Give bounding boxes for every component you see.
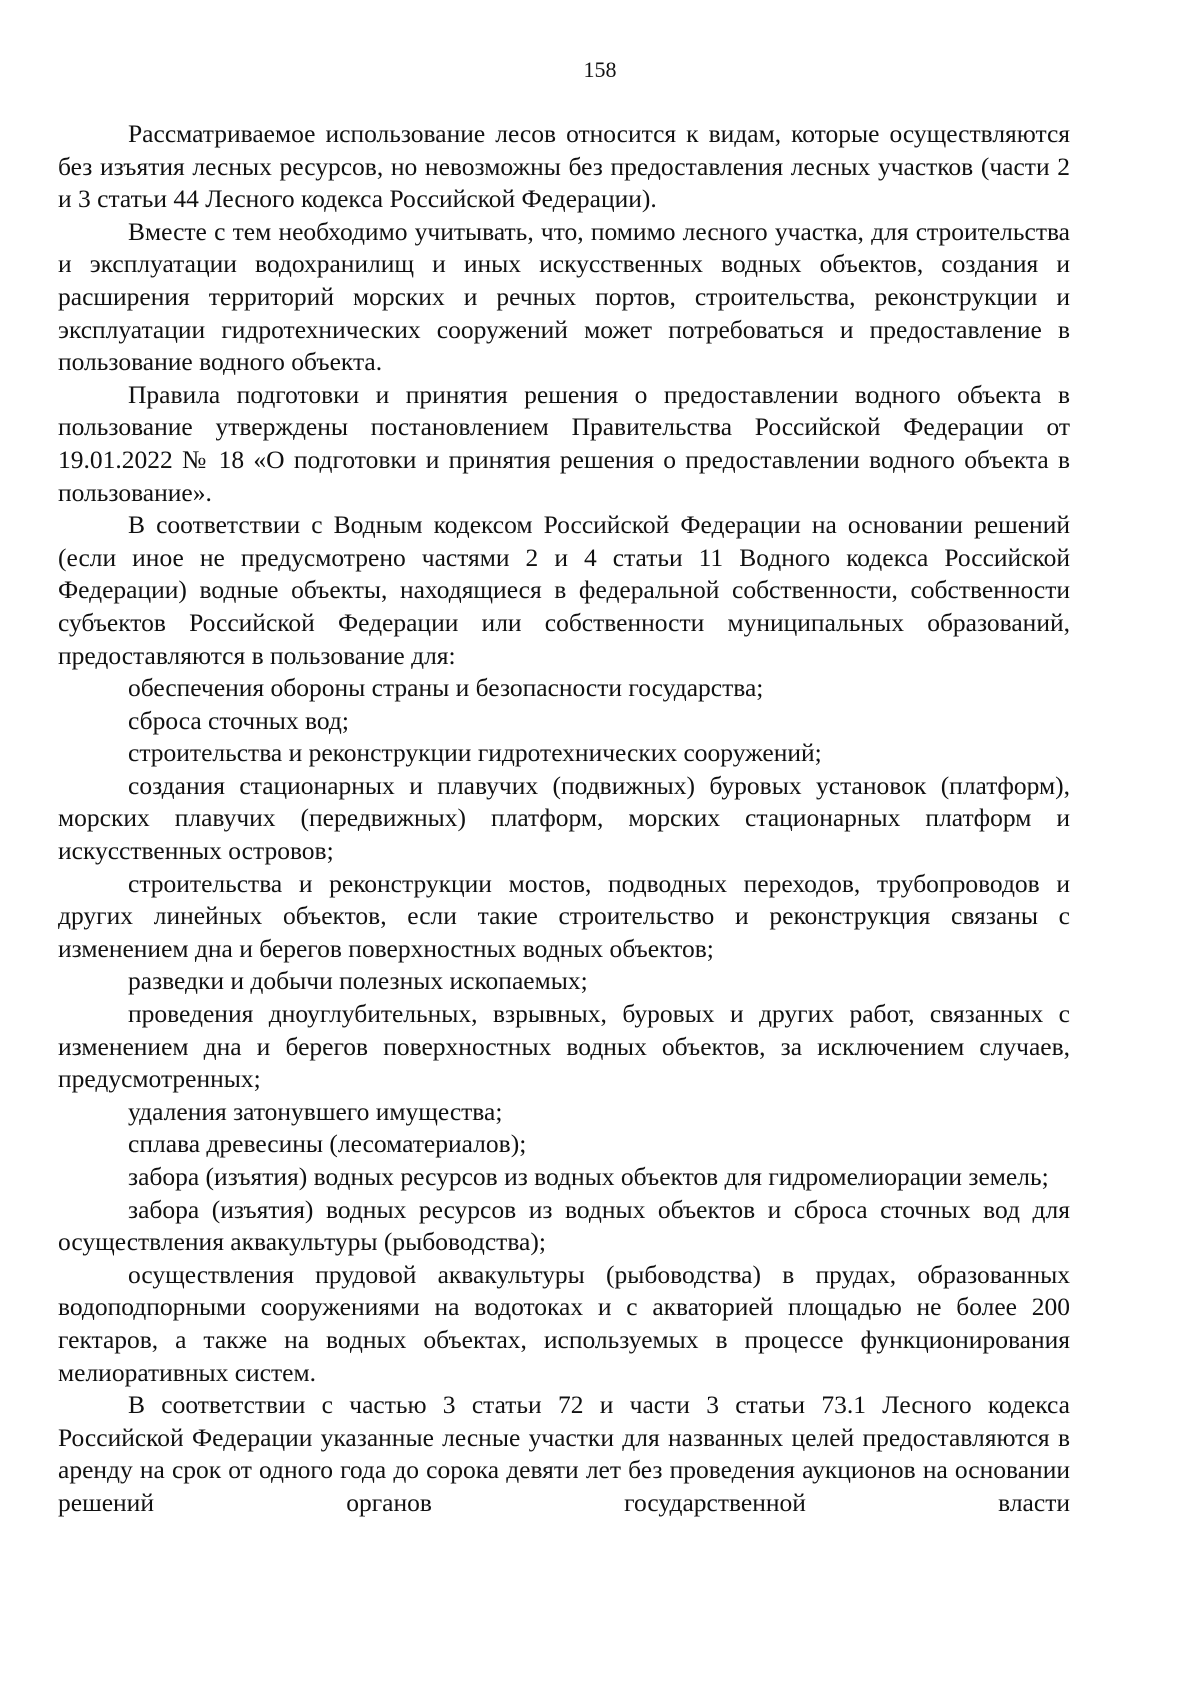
- paragraph-water-object-need: Вместе с тем необходимо учитывать, что, помимо лесного участка, для строительства и эксплуатации водохранилищ и иных искусственных водных объектов, создания и расширения территорий морских и речных портов, строительства, реконструкции и эксплуатации гидротехнических сооружений может потребоваться и предоставление в пользование водного объекта.: [58, 216, 1070, 377]
- page-number: 158: [583, 57, 617, 82]
- list-item-irrigation-intake: забора (изъятия) водных ресурсов из водных объектов для гидромелиорации земель;: [128, 1162, 1049, 1191]
- list-item-hydraulic-structures: строительства и реконструкции гидротехнических сооружений;: [128, 738, 822, 768]
- list-item-mineral-exploration: разведки и добычи полезных ископаемых;: [128, 966, 588, 996]
- list-item-sunken-property: удаления затонувшего имущества;: [128, 1096, 503, 1126]
- list-item-bridges-pipelines: строительства и реконструкции мостов, подводных переходов, трубопроводов и других линейных объектов, если такие строительство и реконструкция связаны с изменением дна и берегов поверхностных водных объектов;: [58, 868, 1070, 963]
- document-body: [58, 118, 1070, 1520]
- paragraph-water-code-purposes: В соответствии с Водным кодексом Российской Федерации на основании решений (если иное не предусмотрено частями 2 и 4 статьи 11 Водного кодекса Российской Федерации) водные объекты, находящиеся в федеральной собственности, собственности субъектов Российской Федерации или собственности муниципальных образований, предоставляются в пользование для:: [58, 510, 1070, 670]
- paragraph-rules-decree: Правила подготовки и принятия решения о предоставлении водного объекта в пользование утверждены постановлением Правительства Российской Федерации от 19.01.2022 № 18 «О подготовки и принятия решения о предоставлении водного объекта в пользование».: [58, 379, 1070, 507]
- list-item-wastewater: сброса сточных вод;: [128, 705, 349, 735]
- list-item-drilling-platforms: создания стационарных и плавучих (подвижных) буровых установок (платформ), морских плавучих (передвижных) платформ, морских стационарных платформ и искусственных островов;: [58, 770, 1070, 866]
- list-item-aquaculture-intake: забора (изъятия) водных ресурсов из водных объектов и сброса сточных вод для осуществления аквакультуры (рыбоводства);: [58, 1194, 1070, 1257]
- paragraph-lease-terms: В соответствии с частью 3 статьи 72 и части 3 статьи 73.1 Лесного кодекса Российской Федерации указанные лесные участки для названных целей предоставляются в аренду на срок от одного года до сорока девяти лет без проведения аукционов на основании решений органов государственной власти: [58, 1390, 1070, 1517]
- paragraph-forest-use-types: Рассматриваемое использование лесов относится к видам, которые осуществляются без изъятия лесных ресурсов, но невозможны без предоставления лесных участков (части 2 и 3 статьи 44 Лесного кодекса Российской Федерации).: [58, 119, 1070, 214]
- list-item-dredging: проведения дноуглубительных, взрывных, буровых и других работ, связанных с изменением дна и берегов поверхностных водных объектов, за исключением случаев, предусмотренных;: [58, 999, 1070, 1094]
- list-item-timber-rafting: сплава древесины (лесоматериалов);: [128, 1129, 527, 1159]
- list-item-pond-aquaculture: осуществления прудовой аквакультуры (рыбоводства) в прудах, образованных водоподпорными сооружениями на водотоках и с акваторией площадью не более 200 гектаров, а также на водных объектах, используемых в процессе функционирования мелиоративных систем.: [58, 1259, 1070, 1387]
- list-item-defense: обеспечения обороны страны и безопасности государства;: [128, 673, 764, 703]
